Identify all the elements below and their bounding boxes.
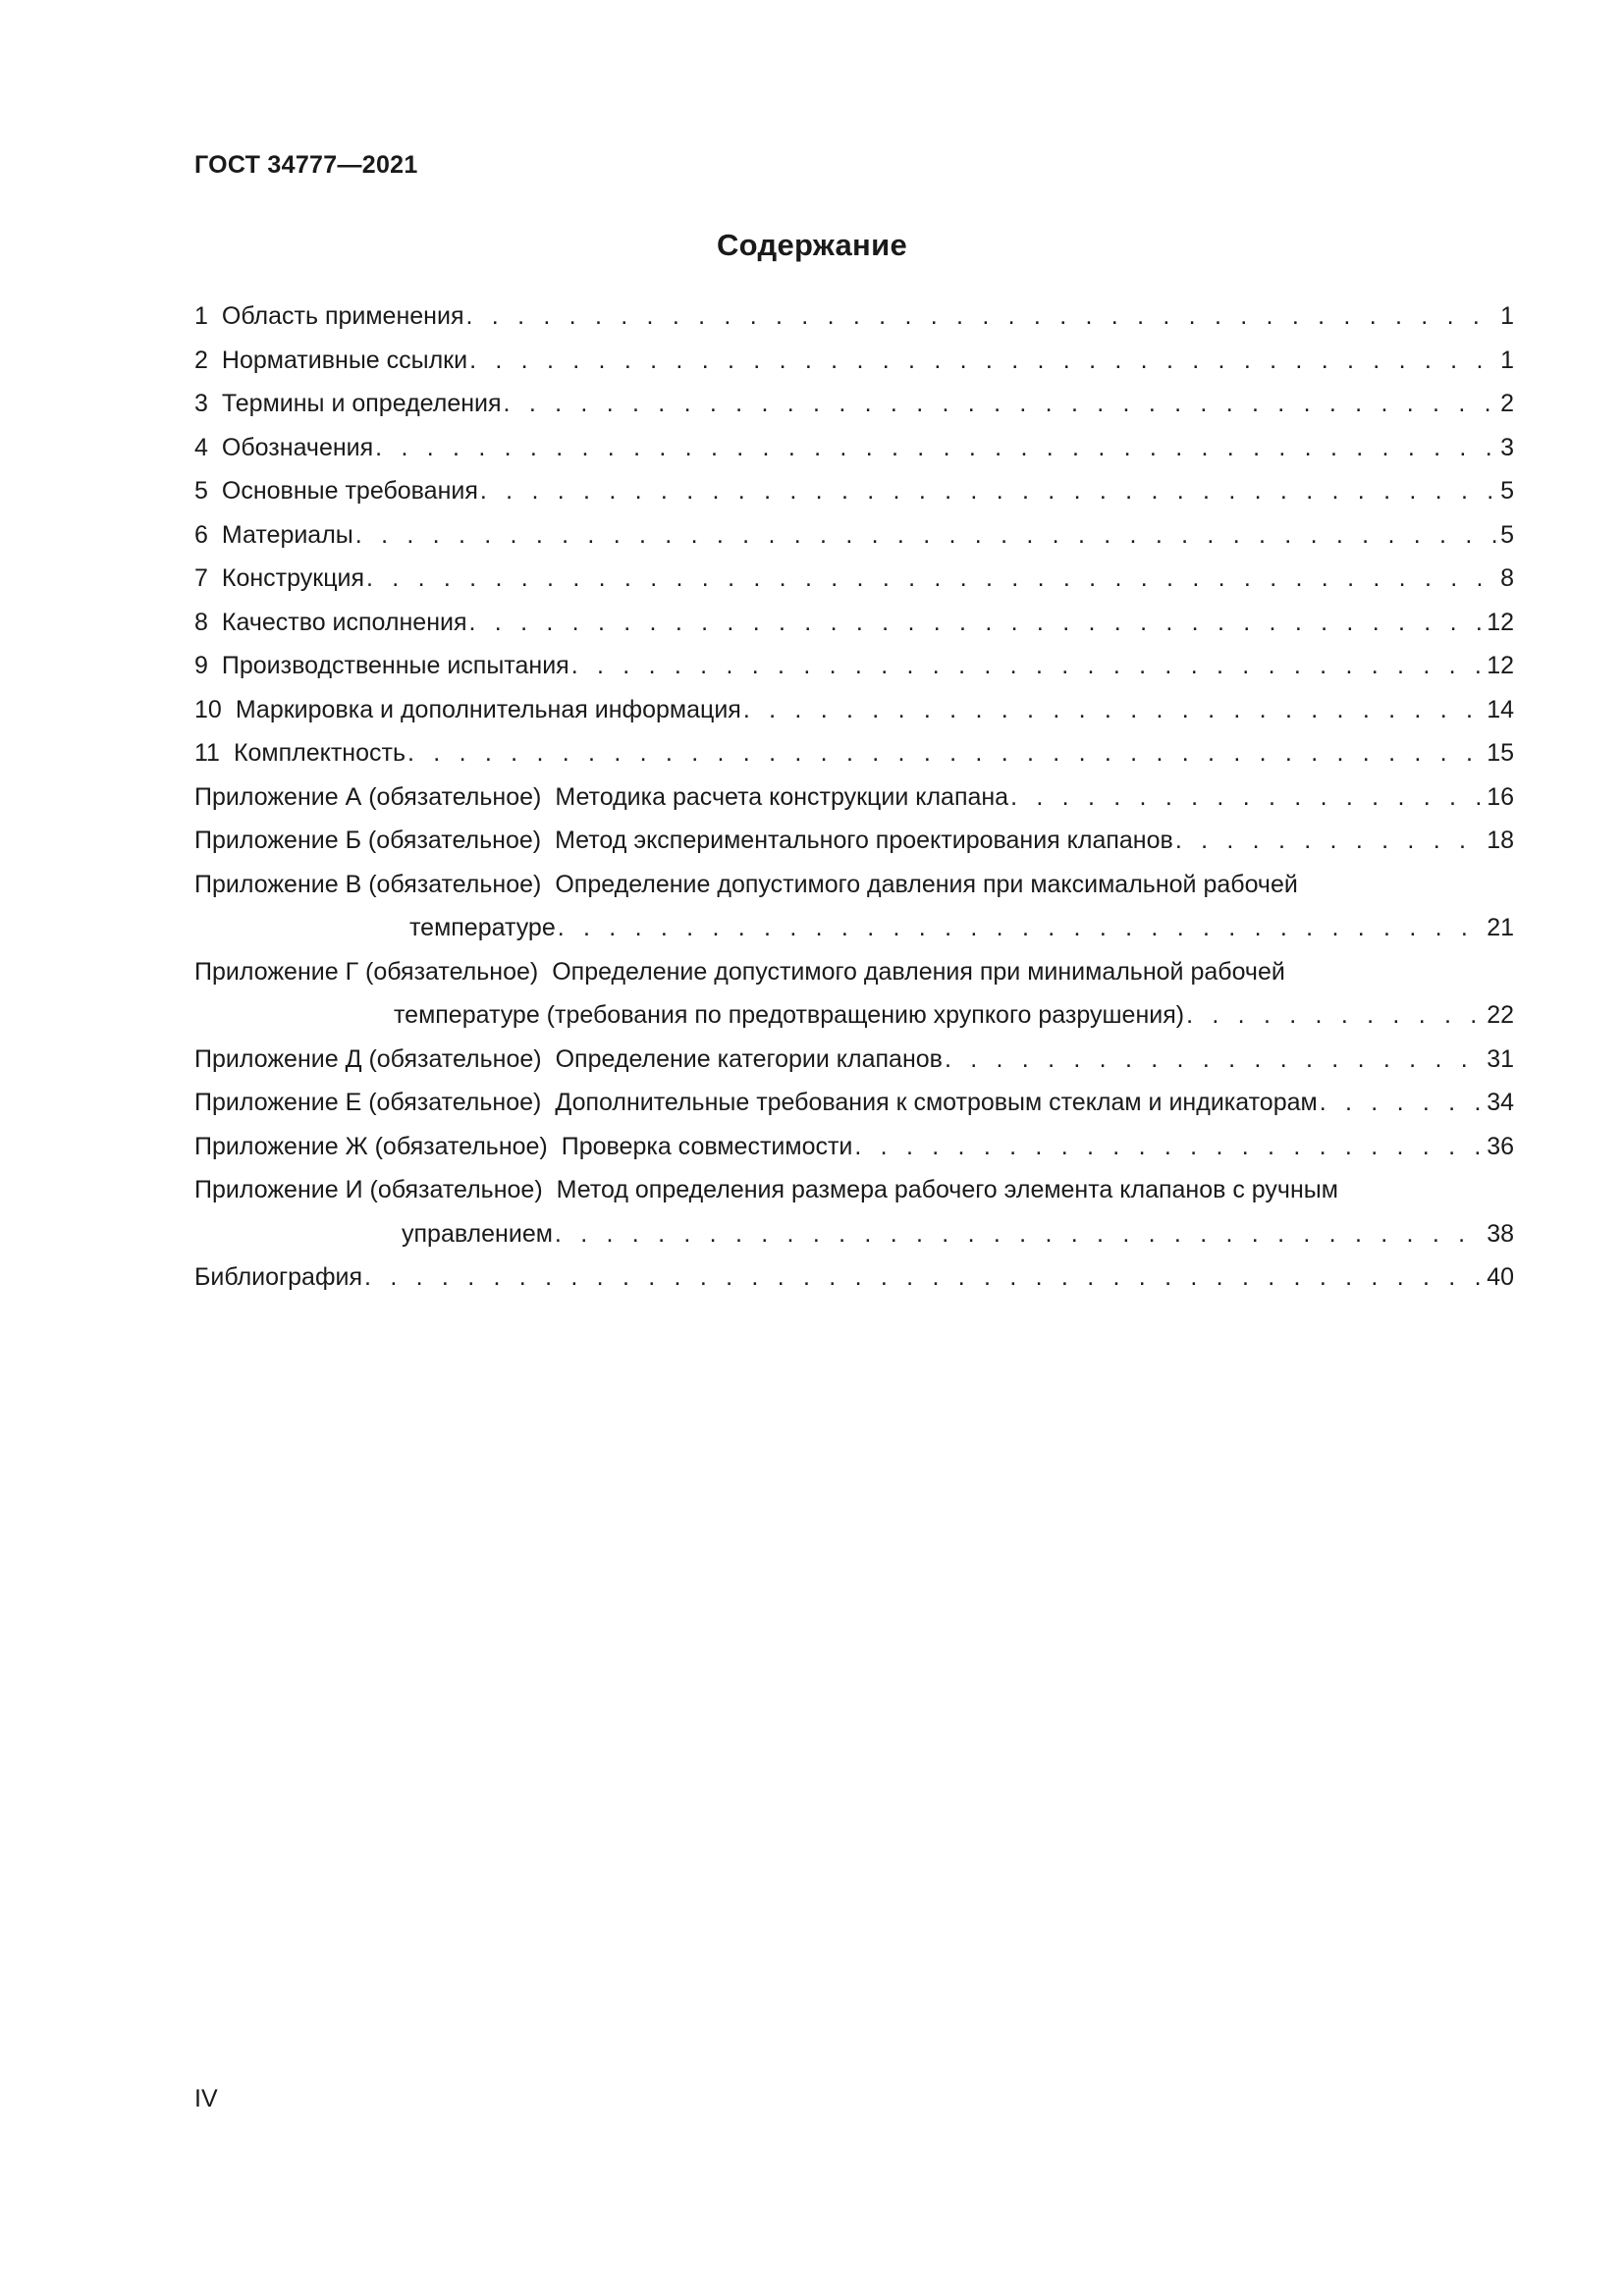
page-number: 15 [1487,739,1514,767]
appendix-first-line [194,950,1514,994]
section-title: Качество исполнения [221,608,467,636]
appendix-title: Метод экспериментального проектирования клапанов [555,827,1173,854]
toc-entry-section-7[interactable] [194,557,1514,601]
toc-entry-section-9[interactable] [194,644,1514,688]
bibliography-title: Библиография [194,1263,363,1291]
toc-entry-appendix-i[interactable] [194,1168,1514,1255]
toc-entry-section-8[interactable] [194,601,1514,645]
toc-entry-appendix-g[interactable] [194,950,1514,1038]
page-number: 12 [1487,652,1514,679]
document-code: ГОСТ 34777—2021 [194,151,418,179]
appendix-label: Приложение В (обязательное) [194,870,542,898]
page-number: 38 [1487,1219,1514,1248]
toc-entry-section-3[interactable] [194,382,1514,426]
page-number: 18 [1487,827,1514,854]
section-title: Нормативные ссылки [221,346,468,374]
dot-leader [558,906,1485,950]
section-title: Производственные испытания [221,652,569,679]
section-number: 2 [194,346,208,374]
page-number: 31 [1487,1044,1514,1073]
appendix-title-continuation: температуре [409,914,556,941]
appendix-label: Приложение Ж (обязательное) [194,1132,548,1160]
section-title: Основные требования [221,477,478,505]
dot-leader [469,339,1498,383]
section-title: Материалы [221,520,353,549]
page-number: 5 [1500,520,1514,549]
page-number: 12 [1487,608,1514,636]
dot-leader [571,644,1485,688]
dot-leader [743,688,1485,732]
dot-leader [1175,819,1485,863]
section-number: 1 [194,302,208,330]
dot-leader [1320,1081,1485,1125]
section-number: 11 [194,739,220,767]
section-number: 6 [194,520,208,549]
page-number: 40 [1487,1263,1514,1291]
section-title: Термины и определения [221,390,502,417]
dot-leader [469,601,1486,645]
dot-leader [1186,993,1485,1038]
appendix-title: Методика расчета конструкции клапана [555,782,1009,811]
dot-leader [480,469,1498,513]
dot-leader [407,731,1485,775]
appendix-label: Приложение Б (обязательное) [194,827,542,854]
dot-leader [555,1212,1485,1256]
appendix-title: Проверка совместимости [561,1132,853,1160]
page-number: 5 [1500,477,1514,505]
appendix-title-continuation: управлением [402,1219,553,1248]
toc-entry-section-5[interactable] [194,469,1514,513]
dot-leader [364,1255,1485,1300]
table-of-contents [194,294,1514,1300]
page-number: 1 [1500,302,1514,330]
page-number: 34 [1487,1089,1514,1116]
appendix-label: Приложение И (обязательное) [194,1176,543,1203]
toc-entry-appendix-a[interactable] [194,775,1514,820]
section-number: 8 [194,608,208,636]
dot-leader [945,1038,1485,1082]
dot-leader [366,557,1498,601]
toc-entry-section-11[interactable] [194,731,1514,775]
appendix-label: Приложение Д (обязательное) [194,1044,542,1073]
toc-entry-section-10[interactable] [194,688,1514,732]
toc-entry-appendix-b[interactable] [194,819,1514,863]
dot-leader [375,426,1498,470]
dot-leader [1010,775,1485,820]
section-number: 9 [194,652,208,679]
page-number: 16 [1487,782,1514,811]
toc-entry-section-6[interactable] [194,513,1514,558]
toc-entry-bibliography[interactable] [194,1255,1514,1300]
section-number: 5 [194,477,208,505]
appendix-continuation-line [194,993,1514,1038]
toc-entry-section-1[interactable] [194,294,1514,339]
dot-leader [465,294,1498,339]
appendix-first-line [194,863,1514,907]
page-number: 1 [1500,346,1514,374]
appendix-first-line [194,1168,1514,1212]
page-number: 14 [1487,695,1514,723]
section-number: 4 [194,433,208,461]
page-number: 21 [1487,914,1514,941]
appendix-label: Приложение Е (обязательное) [194,1089,542,1116]
appendix-title: Определение допустимого давления при максимальной рабочей [555,870,1298,898]
appendix-title: Метод определения размера рабочего элемента клапанов с ручным [556,1176,1338,1203]
toc-entry-section-2[interactable] [194,339,1514,383]
page-number: 3 [1500,433,1514,461]
appendix-continuation-line [194,1212,1514,1256]
section-number: 10 [194,695,222,723]
appendix-title: Дополнительные требования к смотровым стеклам и индикаторам [555,1089,1318,1116]
appendix-label: Приложение А (обязательное) [194,782,542,811]
appendix-continuation-line [194,906,1514,950]
page-number: 8 [1500,564,1514,592]
appendix-title: Определение категории клапанов [555,1044,943,1073]
toc-entry-appendix-zh[interactable] [194,1125,1514,1169]
dot-leader [854,1125,1485,1169]
appendix-title-continuation: температуре (требования по предотвращению хрупкого разрушения) [394,1001,1185,1029]
page-number: 22 [1487,1001,1514,1029]
section-title: Обозначения [221,433,374,461]
page-number: 2 [1500,390,1514,417]
toc-entry-appendix-v[interactable] [194,863,1514,950]
toc-entry-appendix-d[interactable] [194,1038,1514,1082]
toc-title: Содержание [717,228,907,262]
toc-entry-section-4[interactable] [194,426,1514,470]
section-number: 3 [194,390,208,417]
section-title: Маркировка и дополнительная информация [235,695,741,723]
appendix-title: Определение допустимого давления при минимальной рабочей [552,957,1285,986]
dot-leader [355,513,1498,558]
toc-entry-appendix-e[interactable] [194,1081,1514,1125]
appendix-label: Приложение Г (обязательное) [194,957,539,986]
dot-leader [504,382,1499,426]
section-number: 7 [194,564,208,592]
section-title: Комплектность [233,739,406,767]
page-footer-number: IV [194,2085,218,2112]
page-number: 36 [1487,1132,1514,1160]
section-title: Область применения [221,302,464,330]
section-title: Конструкция [221,564,365,592]
